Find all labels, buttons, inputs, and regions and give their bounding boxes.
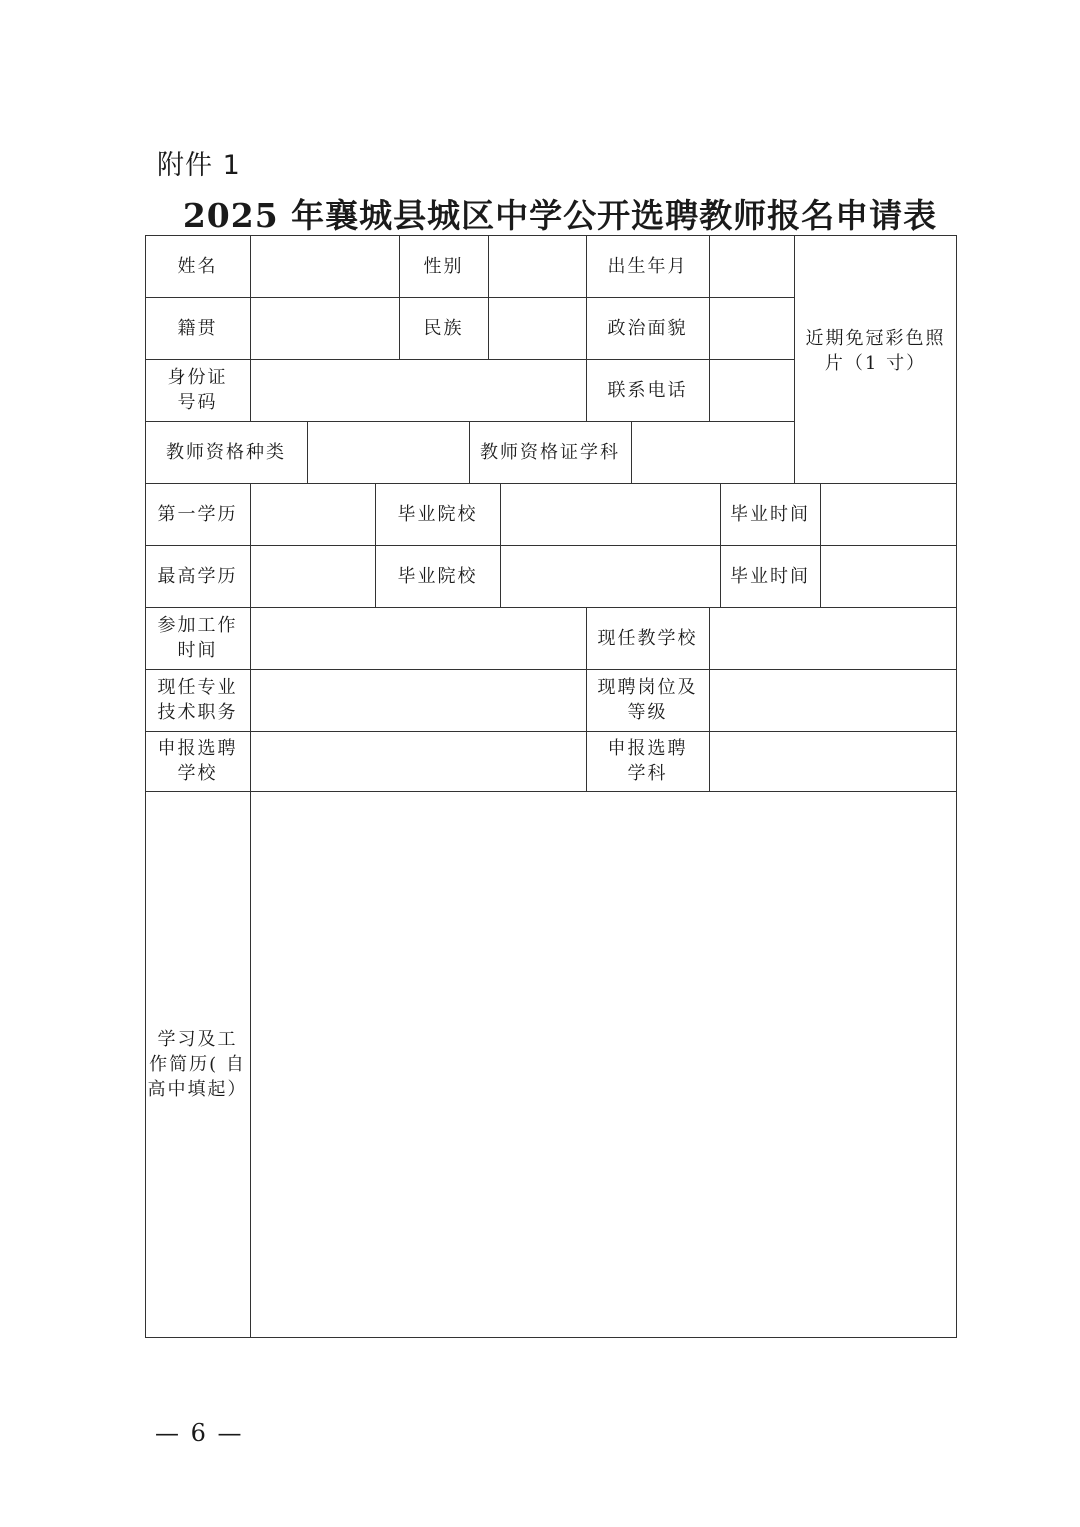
hometown-field[interactable] [251,298,399,359]
work-start-field[interactable] [251,608,586,669]
cert-type-field[interactable] [308,422,469,483]
application-form-table [145,235,957,1338]
grad-school-2-field[interactable] [501,546,720,607]
name-field[interactable] [251,236,399,297]
current-school-field[interactable] [710,608,956,669]
label-phone: 联系电话 [607,379,688,401]
cert-subject-field[interactable] [632,422,794,483]
grid-line [145,1337,957,1338]
phone-field[interactable] [710,360,794,421]
label-resume: 学习及工 作简历( 自 高中填起） [147,1028,248,1100]
label-professional-title: 现任专业 技术职务 [157,677,238,723]
label-cert-subject: 教师资格证学科 [480,441,620,463]
photo-label-line2: 片（1 寸） [824,352,927,374]
attachment-label: 附件 1 [157,150,241,181]
label-apply-school: 申报选聘 学校 [157,738,238,784]
photo-placeholder[interactable] [795,236,956,483]
label-id-number: 身份证 号码 [167,367,228,413]
current-post-field[interactable] [710,670,956,731]
apply-school-field[interactable] [251,732,586,791]
professional-title-field[interactable] [251,670,586,731]
gender-field[interactable] [489,236,586,297]
label-ethnicity: 民族 [423,317,464,339]
label-grad-time-1: 毕业时间 [730,503,810,525]
label-name: 姓名 [177,255,218,277]
label-gender: 性别 [423,255,464,277]
grid-line [956,235,957,1338]
label-current-school: 现任教学校 [597,627,698,649]
grad-time-2-field[interactable] [821,546,956,607]
resume-textarea[interactable] [251,792,956,1337]
page-number: — 6 — [155,1419,244,1447]
label-hometown: 籍贯 [177,317,218,339]
label-birth: 出生年月 [607,255,688,277]
grad-school-1-field[interactable] [501,484,720,545]
label-current-post: 现聘岗位及 等级 [597,677,698,723]
grad-time-1-field[interactable] [821,484,956,545]
label-political: 政治面貌 [607,317,688,339]
label-first-education: 第一学历 [157,503,238,525]
ethnicity-field[interactable] [489,298,586,359]
label-highest-education: 最高学历 [157,565,238,587]
highest-education-field[interactable] [251,546,375,607]
label-work-start: 参加工作 时间 [157,615,238,661]
birth-field[interactable] [710,236,794,297]
apply-subject-field[interactable] [710,732,956,791]
label-apply-subject: 申报选聘 学科 [607,738,688,784]
label-grad-school-2: 毕业院校 [397,565,478,587]
photo-label-line1: 近期免冠彩色照 [805,327,946,349]
first-education-field[interactable] [251,484,375,545]
label-grad-time-2: 毕业时间 [730,565,810,587]
form-title: 2025 年襄城县城区中学公开选聘教师报名申请表 [182,196,938,235]
id-number-field[interactable] [251,360,586,421]
label-grad-school-1: 毕业院校 [397,503,478,525]
political-field[interactable] [710,298,794,359]
label-cert-type: 教师资格种类 [166,441,286,463]
